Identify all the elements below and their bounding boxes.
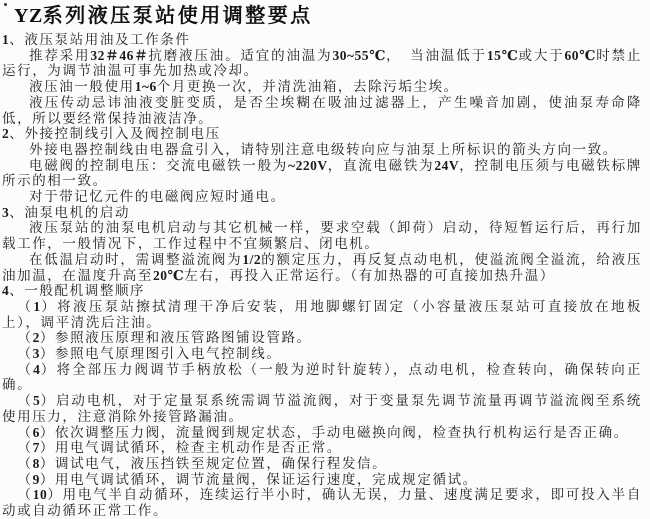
numbered-item: （1）将液压泵站擦拭清理干净后安装，用地脚螺钉固定（小容量液压泵站可直接放在地板上），调平清洗后注油。 (2, 298, 642, 330)
numbered-item: （3）参照电气原理图引入电气控制线。 (17, 346, 282, 362)
section-heading: 1、液压泵站用油及工作条件 (2, 32, 191, 47)
section-heading: 3、油泵电机的启动 (2, 204, 131, 220)
paragraph: 液压泵站的油泵电机启动与其它机械一样，要求空载（卸荷）启动，待短暂运行后，再行加载工作，一般情况下，工作过程中不宜频繁启、闭电机。 (2, 220, 642, 252)
numbered-item: （4）将全部压力阀调节手柄放松（一般为逆时针旋转），点动电机，检查转向，确保转向正确。 (2, 361, 642, 393)
document-sections (2, 32, 642, 519)
numbered-item: （6）依次调整压力阀，流量阀到规定状态，手动电磁换向阀，检查执行机构运行是否正确。 (17, 424, 629, 440)
page-title: YZ系列液压泵站使用调整要点 (14, 5, 313, 27)
paragraph: 电磁阀的控制电压：交流电磁铁一般为~220V，直流电磁铁为24V，控制电压须与电磁铁标牌所示的相一致。 (2, 157, 642, 189)
section-heading: 4、一般配机调整顺序 (2, 283, 146, 299)
numbered-item: （2）参照液压原理和液压管路图铺设管路。 (17, 330, 312, 346)
paragraph: 推荐采用32＃46＃抗磨液压油。适宜的油温为30~55℃， 当油温低于15℃或大于60℃时禁止运行，为调节油温可事先加热或冷却。 (2, 47, 642, 79)
paragraph: 液压油一般使用1~6个月更换一次，并清洗油箱，去除污垢尘埃。 (29, 79, 459, 95)
paragraph: 液压传动忌讳油液变脏变质，是否尘埃糊在吸油过滤器上，产生噪音加剧，使油泵寿命降低，所以要经常保持油液洁净。 (2, 94, 642, 126)
numbered-item: （8）调试电气，液压挡铁至规定位置，确保行程发信。 (17, 455, 388, 471)
numbered-item: （10）用电气半自动循环，连续运行半小时，确认无误，力量、速度满足要求，即可投入半自动或自动循环正常工作。 (2, 487, 642, 519)
paragraph: 在低温启动时，需调整溢流阀为1/2的额定压力，再反复点动电机，使溢流阀全溢流，给液压油加温，在温度升高至20℃左右，再投入正常运行。（有加热器的可直接加热升温） (2, 251, 642, 283)
numbered-item: （7）用电气调试循环，检查主机动作是否正常。 (17, 440, 342, 456)
scan-artifact-dot (4, 3, 7, 6)
paragraph: 对于带记忆元件的电磁阀应短时通电。 (29, 189, 286, 205)
section-heading: 2、外接控制线引入及阀控制电压 (2, 126, 221, 142)
paragraph: 外接电器控制线由电器盒引入，请特别注意电级转向应与油泵上所标识的箭头方向一致。 (29, 141, 618, 157)
numbered-item: （5）启动电机，对于定量泵系统需调节溢流阀，对于变量泵先调节流量再调节溢流阀至系统使用压力，注意消除外接管路漏油。 (2, 393, 642, 424)
numbered-item: （9）用电气调试循环，调节流量阀，保证运行速度，完成规定循试。 (17, 471, 478, 487)
